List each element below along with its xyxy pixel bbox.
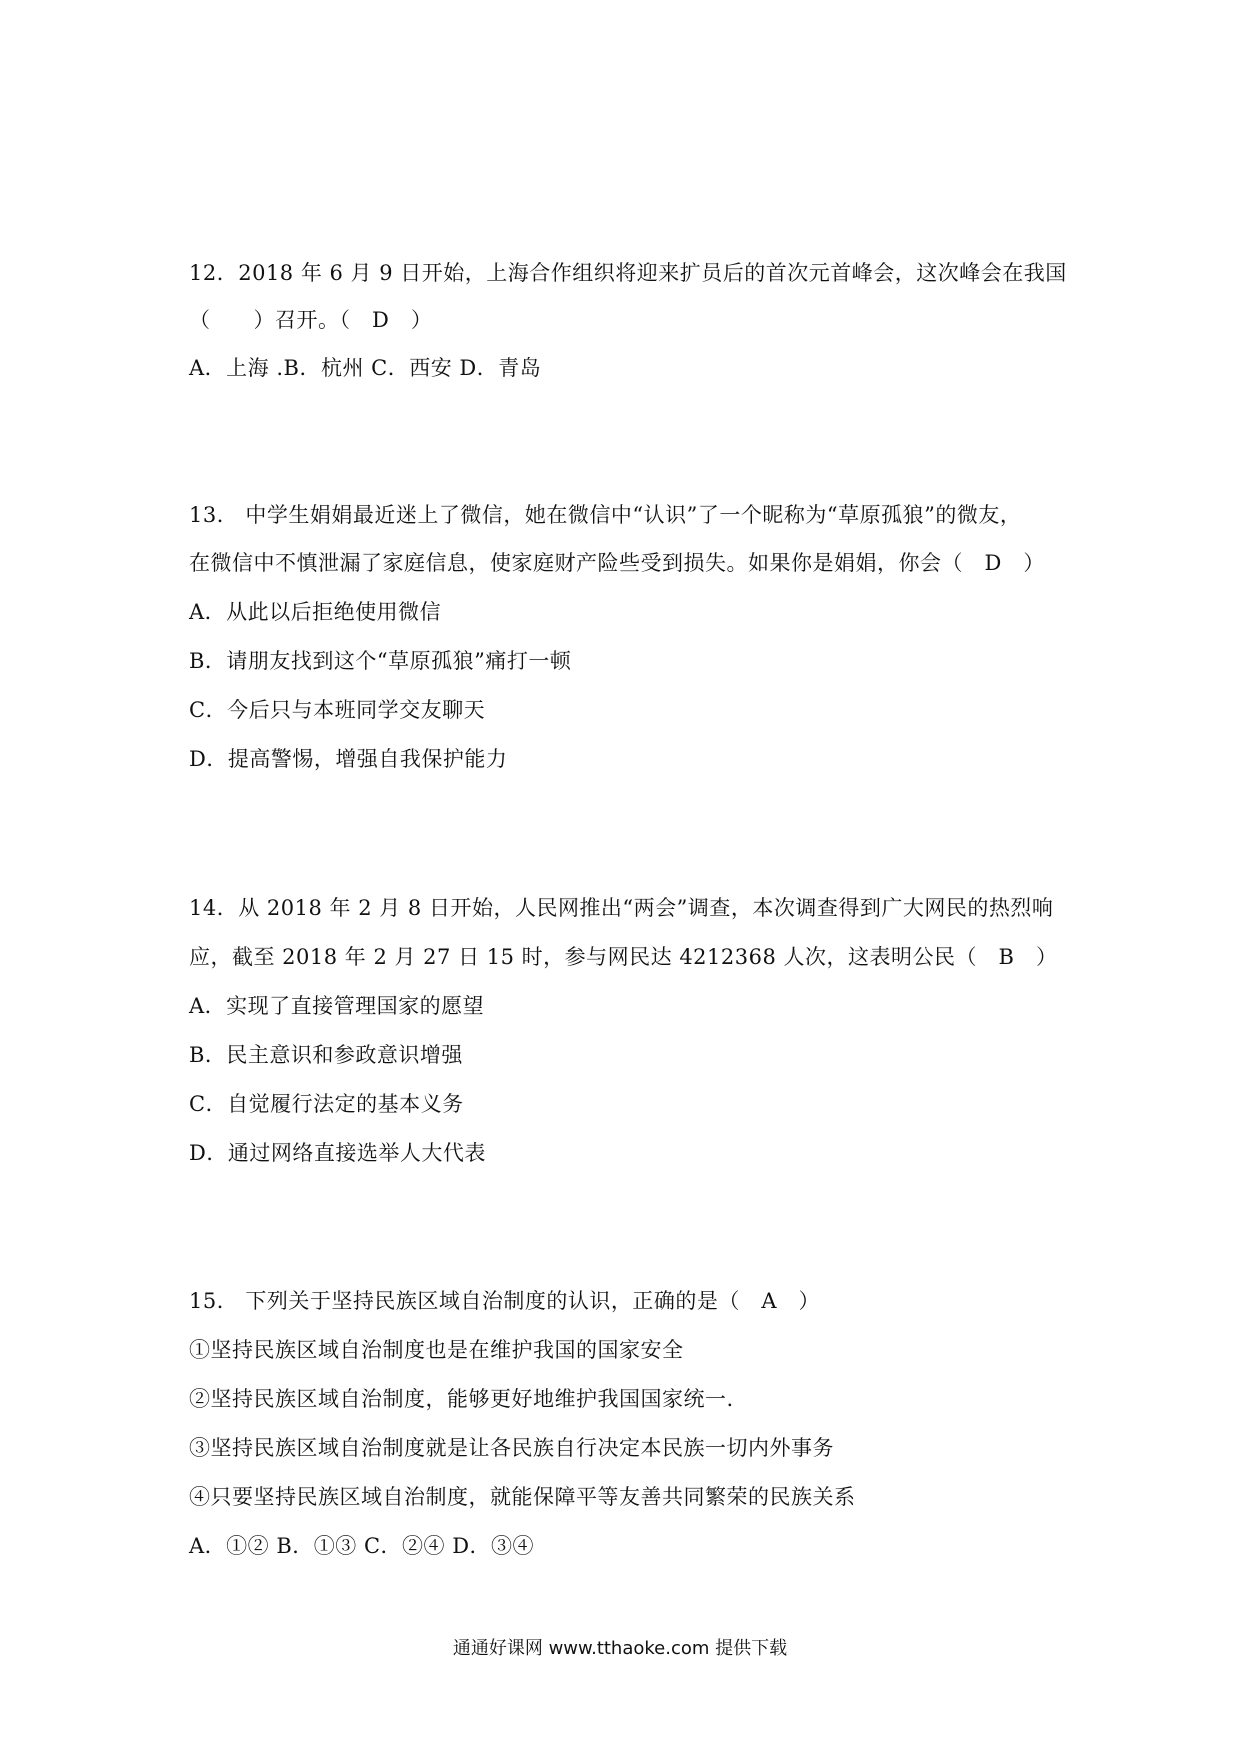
q12-options: A．上海 .B．杭州 C．西安 D．青岛 — [189, 356, 542, 380]
q15-stem: 15． 下列关于坚持民族区域自治制度的认识，正确的是（ A ） — [189, 1289, 821, 1313]
q15-statement-1: ①坚持民族区域自治制度也是在维护我国的国家安全 — [189, 1338, 684, 1362]
q12-stem-line-2: （ ）召开。（ D ） — [189, 308, 433, 332]
q14-stem-line-1: 14．从 2018 年 2 月 8 日开始，人民网推出“两会”调查，本次调查得到广大网民的热烈响 — [189, 896, 1054, 920]
q14-stem-line-2: 应，截至 2018 年 2 月 27 日 15 时，参与网民达 4212368 人次，这表明公民（ B ） — [189, 945, 1058, 969]
q14-option-a: A．实现了直接管理国家的愿望 — [189, 994, 485, 1018]
q13-option-b: B．请朋友找到这个“草原孤狼”痛打一顿 — [189, 649, 572, 673]
q15-options: A．①② B．①③ C．②④ D．③④ — [189, 1534, 535, 1558]
q13-stem-line-2: 在微信中不慎泄漏了家庭信息，使家庭财产险些受到损失。如果你是娟娟，你会（ D ） — [189, 551, 1045, 575]
q12-stem-line-1: 12．2018 年 6 月 9 日开始，上海合作组织将迎来扩员后的首次元首峰会，这次峰会在我国 — [189, 261, 1067, 285]
q13-option-a: A．从此以后拒绝使用微信 — [189, 600, 442, 624]
page-footer: 通通好课网 www.tthaoke.com 提供下载 — [452, 1638, 788, 1659]
q13-option-d: D．提高警惕，增强自我保护能力 — [189, 747, 508, 771]
q15-statement-2: ②坚持民族区域自治制度，能够更好地维护我国国家统一. — [189, 1387, 734, 1411]
q14-option-c: C．自觉履行法定的基本义务 — [189, 1092, 464, 1116]
q15-statement-4: ④只要坚持民族区域自治制度，就能保障平等友善共同繁荣的民族关系 — [189, 1485, 856, 1509]
q14-option-d: D．通过网络直接选举人大代表 — [189, 1141, 486, 1165]
q15-statement-3: ③坚持民族区域自治制度就是让各民族自行决定本民族一切内外事务 — [189, 1436, 834, 1460]
q13-stem-line-1: 13． 中学生娟娟最近迷上了微信，她在微信中“认识”了一个昵称为“草原孤狼”的微友， — [189, 503, 1022, 527]
q13-option-c: C．今后只与本班同学交友聊天 — [189, 698, 486, 722]
q14-option-b: B．民主意识和参政意识增强 — [189, 1043, 463, 1067]
